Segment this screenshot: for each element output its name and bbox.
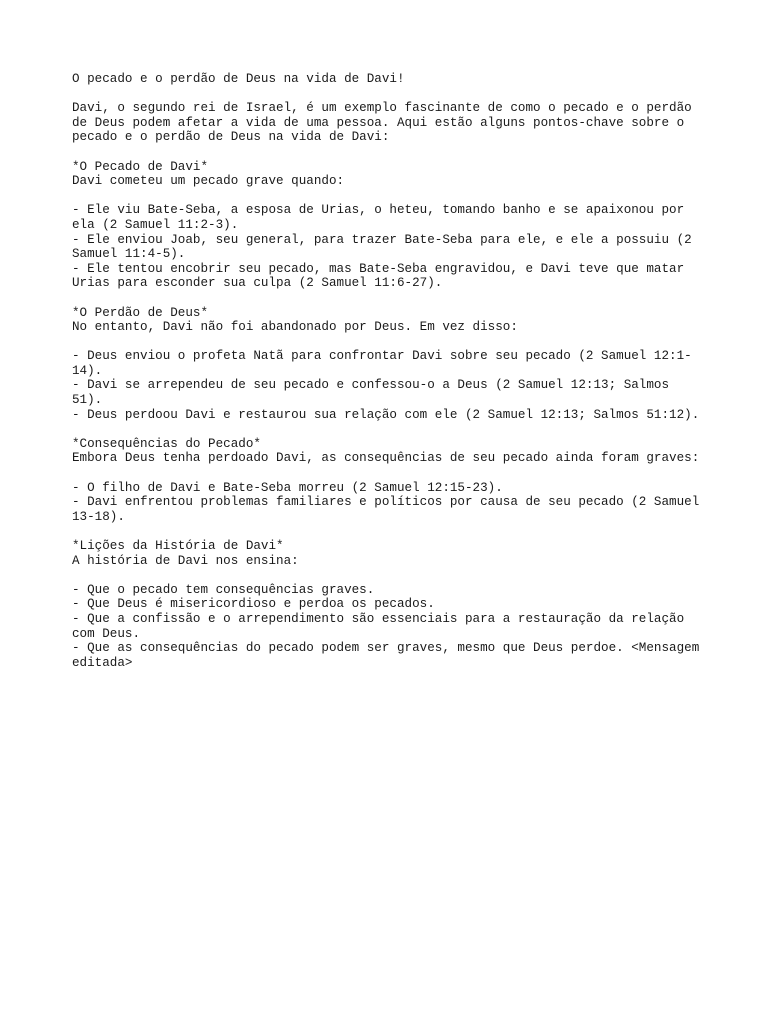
section-perdao [72,306,712,423]
list-item [72,378,712,407]
text-line: 13-18). [72,509,125,524]
text-line: - Davi enfrentou problemas familiares e políticos por causa de seu pecado (2 Samuel [72,495,700,510]
text-line: - O filho de Davi e Bate-Seba morreu (2 Samuel 12:15-23). [72,480,503,495]
text-line: - Que Deus é misericordioso e perdoa os pecados. [72,597,435,612]
spacer [72,335,712,350]
list-item [72,408,712,423]
text-line: pecado e o perdão de Deus na vida de Davi: [72,130,390,145]
section-pecado [72,160,712,291]
text-line: Davi, o segundo rei de Israel, é um exemplo fascinante de como o pecado e o perdão [72,101,692,116]
text-line: - Deus perdoou Davi e restaurou sua relação com ele (2 Samuel 12:13; Salmos 51:12). [72,407,700,422]
section-lead: A história de Davi nos ensina: [72,553,299,568]
list-item [72,612,712,641]
list-item [72,495,712,524]
section-consequencias [72,437,712,525]
text-line: - Que o pecado tem consequências graves. [72,582,375,597]
list-item [72,349,712,378]
text-line: Urias para esconder sua culpa (2 Samuel 11:6-27). [72,276,443,291]
list-item [72,262,712,291]
list-item [72,203,712,232]
spacer [72,189,712,204]
spacer [72,524,712,539]
text-line: editada> [72,655,133,670]
section-heading: *Consequências do Pecado* [72,436,261,451]
text-line: - Deus enviou o profeta Natã para confrontar Davi sobre seu pecado (2 Samuel 12:1- [72,349,692,364]
section-heading: *Lições da História de Davi* [72,539,284,553]
section-lead: Davi cometeu um pecado grave quando: [72,174,345,189]
section-lead: No entanto, Davi não foi abandonado por Deus. Em vez disso: [72,320,518,335]
section-heading: *O Pecado de Davi* [72,159,209,174]
list-item [72,597,712,612]
text-line: 51). [72,393,103,408]
text-line: Samuel 11:4-5). [72,247,186,262]
text-line: de Deus podem afetar a vida de uma pessoa. Aqui estão alguns pontos-chave sobre o [72,115,685,130]
intro-paragraph [72,101,712,145]
list-item [72,481,712,496]
spacer [72,466,712,481]
list-item [72,233,712,262]
text-line: - Ele enviou Joab, seu general, para trazer Bate-Seba para ele, e ele a possuiu (2 [72,232,692,247]
list-item [72,641,712,670]
text-line: - Ele viu Bate-Seba, a esposa de Urias, o heteu, tomando banho e se apaixonou por [72,203,685,218]
document-title: O pecado e o perdão de Deus na vida de Davi! [72,72,405,86]
text-line: - Ele tentou encobrir seu pecado, mas Bate-Seba engravidou, e Davi teve que matar [72,261,685,276]
spacer [72,422,712,437]
text-line: - Que a confissão e o arrependimento são essenciais para a restauração da relação [72,611,685,626]
text-line: ela (2 Samuel 11:2-3). [72,217,239,232]
document-body [72,72,712,670]
text-line: - Que as consequências do pecado podem ser graves, mesmo que Deus perdoe. <Mensagem [72,641,700,656]
text-line: com Deus. [72,626,141,641]
section-licoes [72,539,712,670]
list-item [72,583,712,598]
spacer [72,145,712,160]
section-heading: *O Perdão de Deus* [72,305,209,320]
text-line: 14). [72,363,103,378]
spacer [72,291,712,306]
text-line: - Davi se arrependeu de seu pecado e confessou-o a Deus (2 Samuel 12:13; Salmos [72,378,670,393]
spacer [72,568,712,583]
spacer [72,87,712,102]
section-lead: Embora Deus tenha perdoado Davi, as consequências de seu pecado ainda foram graves: [72,451,700,466]
